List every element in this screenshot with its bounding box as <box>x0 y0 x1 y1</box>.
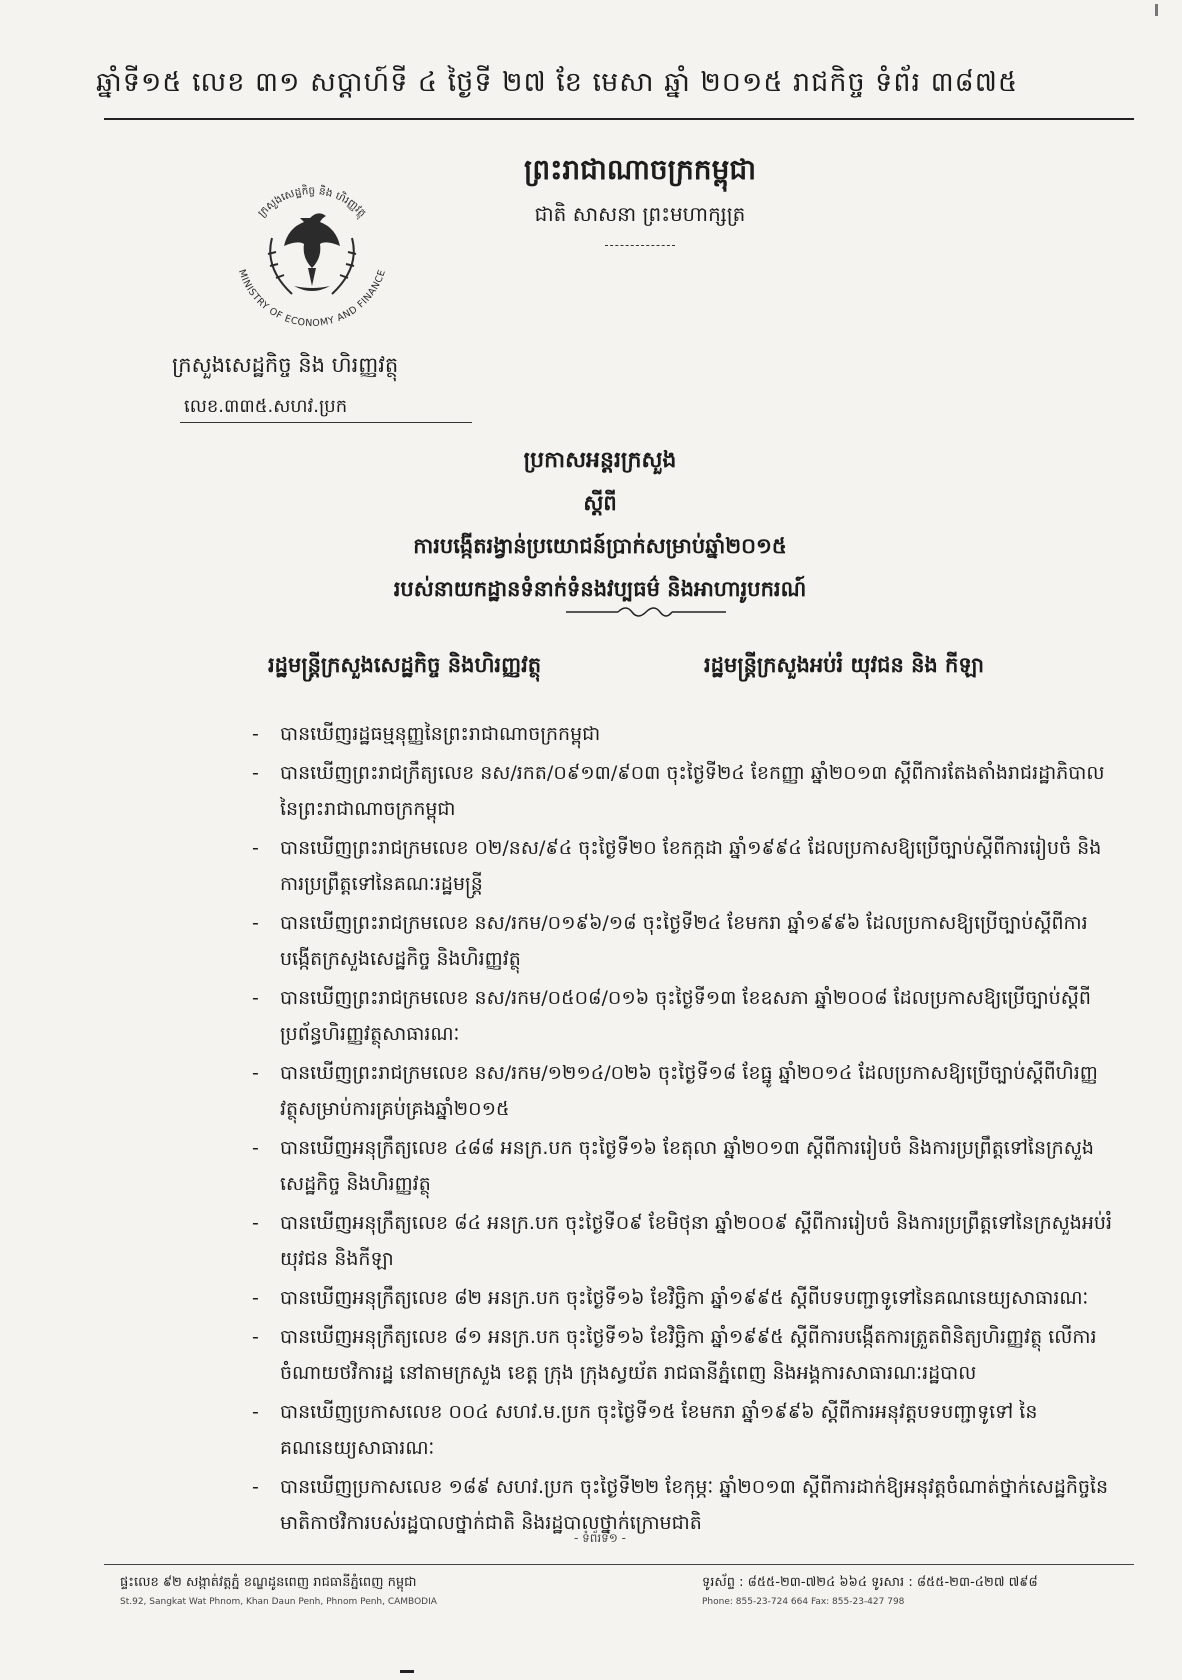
ornamental-divider <box>566 602 726 622</box>
header-rule <box>104 118 1134 120</box>
footer-address <box>120 1574 580 1607</box>
ministry-name: ក្រសួងសេដ្ឋកិច្ច និង ហិរញ្ញវត្ថុ <box>172 353 399 377</box>
bullet-dash: - <box>252 723 259 745</box>
bullet-dash: - <box>252 1401 259 1423</box>
recital-item <box>252 905 1112 977</box>
recital-text: បានឃើញប្រកាសលេខ ០០៤ សហវ.ម.ប្រក ចុះថ្ងៃទី១៥ ខែមករា ឆ្នាំ១៩៩៦ ស្តីពីការអនុវត្តបទបញ្ជាទូទៅ នៃគណនេយ្យសាធារណៈ <box>280 1401 1038 1459</box>
recital-item <box>252 1280 1112 1316</box>
seal-bird-emblem <box>284 213 340 291</box>
kingdom-motto: ជាតិ សាសនា ព្រះមហាក្សត្រ <box>534 202 746 226</box>
recital-item <box>252 716 1112 752</box>
recital-item <box>252 1205 1112 1277</box>
bullet-dash: - <box>252 1476 259 1498</box>
seal-english-text: MINISTRY OF ECONOMY AND FINANCE <box>235 268 389 330</box>
recital-item <box>252 1130 1112 1202</box>
recital-item <box>252 1319 1112 1391</box>
recital-item <box>252 830 1112 902</box>
prakas-title: ប្រកាសអន្តរក្រសួង <box>523 448 677 473</box>
bullet-dash: - <box>252 1287 259 1309</box>
svg-text:ក្រសួងសេដ្ឋកិច្ច និង ហិរញ្ញវត្ <box>256 184 369 221</box>
recitals-list <box>252 716 1112 1544</box>
issuing-ministers <box>268 652 1088 683</box>
recital-item <box>252 755 1112 827</box>
footer-rule <box>104 1564 1134 1565</box>
footer-contact <box>702 1574 1132 1607</box>
seal-khmer-text: ក្រសួងសេដ្ឋកិច្ច និង ហិរញ្ញវត្ថុ <box>255 184 369 220</box>
recital-text: បានឃើញព្រះរាជក្រឹត្យលេខ នស/រកត/០៩១៣/៩០៣ ចុះថ្ងៃទី២៤ ខែកញ្ញា ឆ្នាំ២០១៣ ស្តីពីការតែងតាំងរាជរដ្ឋាភិបាលនៃព្រះរាជាណាចក្រកម្ពុជា <box>280 762 1105 820</box>
bullet-dash: - <box>252 762 259 784</box>
minister-education-youth-sport: រដ្ឋមន្ត្រីក្រសួងអប់រំ យុវជន និង កីឡា <box>704 653 985 677</box>
kingdom-heading <box>470 152 810 246</box>
motto-divider <box>605 245 675 246</box>
prakas-about: ស្តីពី <box>583 491 617 515</box>
recital-text: បានឃើញប្រកាសលេខ ១៨៩ សហវ.ប្រក ចុះថ្ងៃទី២២ ខែកុម្ភៈ ឆ្នាំ២០១៣ ស្តីពីការដាក់ឱ្យអនុវត្តចំណាត់ថ្នាក់សេដ្ឋកិច្ចនៃមាតិកាថវិការបស់រដ្ឋបាលថ្នាក់ជាតិ និងរដ្ឋបាលថ្នាក់ក្រោមជាតិ <box>280 1476 1109 1534</box>
recital-text: បានឃើញអនុក្រឹត្យលេខ ៨២ អនក្រ.បក ចុះថ្ងៃទី១៦ ខែវិច្ឆិកា ឆ្នាំ១៩៩៥ ស្តីពីបទបញ្ជាទូទៅនៃគណនេយ្យសាធារណៈ <box>280 1287 1089 1309</box>
scan-bottom-mark <box>400 1670 414 1673</box>
recital-text: បានឃើញព្រះរាជក្រមលេខ នស/រកម/០៥០៨/០១៦ ចុះថ្ងៃទី១៣ ខែឧសភា ឆ្នាំ២០០៨ ដែលប្រកាសឱ្យប្រើច្បាប់ស្តីពីប្រព័ន្ធហិរញ្ញវត្ថុសាធារណៈ <box>280 987 1091 1045</box>
minister-economy-finance: រដ្ឋមន្ត្រីក្រសួងសេដ្ឋកិច្ច និងហិរញ្ញវត្ថុ <box>268 653 542 677</box>
recital-text: បានឃើញរដ្ឋធម្មនុញ្ញនៃព្រះរាជាណាចក្រកម្ពុជា <box>280 723 601 745</box>
footer-address-english: St.92, Sangkat Wat Phnom, Khan Daun Penh, Phnom Penh, CAMBODIA <box>120 1597 437 1607</box>
footer-phone-khmer: ទូរស័ព្ទ : ៨៥៥-២៣-៧២៤ ៦៦៤ ទូរសារ : ៨៥៥-២៣-៤២៧ ៧៩៨ <box>702 1575 1038 1590</box>
recital-text: បានឃើញព្រះរាជក្រមលេខ នស/រកម/១២១៤/០២៦ ចុះថ្ងៃទី១៨ ខែធ្នូ ឆ្នាំ២០១៤ ដែលប្រកាសឱ្យប្រើច្បាប់ស្តីពីហិរញ្ញវត្ថុសម្រាប់ការគ្រប់គ្រងឆ្នាំ២០១៥ <box>280 1062 1098 1120</box>
scan-corner-mark <box>1155 4 1158 16</box>
prakas-heading <box>300 446 900 607</box>
footer-phone-english: Phone: 855-23-724 664 Fax: 855-23-427 798 <box>702 1597 905 1607</box>
recital-item <box>252 1394 1112 1466</box>
recital-text: បានឃើញអនុក្រឹត្យលេខ ៤៨៨ អនក្រ.បក ចុះថ្ងៃទី១៦ ខែតុលា ឆ្នាំ២០១៣ ស្តីពីការរៀបចំ និងការប្រព្រឹត្តទៅនៃក្រសួងសេដ្ឋកិច្ច និងហិរញ្ញវត្ថុ <box>280 1137 1094 1195</box>
reference-underline <box>180 422 472 423</box>
bullet-dash: - <box>252 1326 259 1348</box>
footer-address-khmer: ផ្ទះលេខ ៩២ សង្កាត់វត្តភ្នំ ខណ្ឌដូនពេញ រាជធានីភ្នំពេញ កម្ពុជា <box>120 1575 417 1590</box>
bullet-dash: - <box>252 1212 259 1234</box>
kingdom-title: ព្រះរាជាណាចក្រកម្ពុជា <box>523 153 756 186</box>
prakas-subject-line-1: ការបង្កើតរង្វាន់ប្រយោជន៍ប្រាក់សម្រាប់ឆ្នាំ២០១៥ <box>413 534 787 558</box>
recital-item <box>252 1469 1112 1541</box>
recital-text: បានឃើញអនុក្រឹត្យលេខ ៨៤ អនក្រ.បក ចុះថ្ងៃទី០៩ ខែមិថុនា ឆ្នាំ២០០៩ ស្តីពីការរៀបចំ និងការប្រព្រឹត្តទៅនៃក្រសួងអប់រំ យុវជន និងកីឡា <box>280 1212 1112 1270</box>
ministry-seal <box>222 158 402 338</box>
bullet-dash: - <box>252 1062 259 1084</box>
recital-text: បានឃើញអនុក្រឹត្យលេខ ៨១ អនក្រ.បក ចុះថ្ងៃទី១៦ ខែវិច្ឆិកា ឆ្នាំ១៩៩៥ ស្តីពីការបង្កើតការត្រួតពិនិត្យហិរញ្ញវត្ថុ លើការចំណាយថវិការដ្ឋ នៅតាមក្រសួង ខេត្ត ក្រុង ក្រុងស្វយ័ត រាជធានីភ្នំពេញ និងអង្គការសាធារណៈរដ្ឋបាល <box>280 1326 1097 1384</box>
recital-text: បានឃើញព្រះរាជក្រមលេខ នស/រកម/០១៩៦/១៨ ចុះថ្ងៃទី២៤ ខែមករា ឆ្នាំ១៩៩៦ ដែលប្រកាសឱ្យប្រើច្បាប់ស្តីពីការបង្កើតក្រសួងសេដ្ឋកិច្ច និងហិរញ្ញវត្ថុ <box>280 912 1088 970</box>
reference-number: លេខ.៣៣៥.សហវ.ប្រក <box>184 396 348 417</box>
recital-text: បានឃើញព្រះរាជក្រមលេខ ០២/នស/៩៤ ចុះថ្ងៃទី២០ ខែកក្កដា ឆ្នាំ១៩៩៤ ដែលប្រកាសឱ្យប្រើច្បាប់ស្តីពីការរៀបចំ និងការប្រព្រឹត្តទៅនៃគណៈរដ្ឋមន្ត្រី <box>280 837 1102 895</box>
bullet-dash: - <box>252 837 259 859</box>
prakas-subject-line-2: របស់នាយកដ្ឋានទំនាក់ទំនងវប្បធម៌ និងអាហារូបករណ៍ <box>393 577 807 601</box>
recital-item <box>252 980 1112 1052</box>
bullet-dash: - <box>252 1137 259 1159</box>
recital-item <box>252 1055 1112 1127</box>
gazette-header: ឆ្នាំទី១៥ លេខ ៣១ សប្តាហ៍ទី ៤ ថ្ងៃទី ២៧ ខែ មេសា ឆ្នាំ ២០១៥ រាជកិច្ច ទំព័រ ៣៨៧៥ <box>96 67 1019 98</box>
bullet-dash: - <box>252 987 259 1009</box>
page-number: - ទំព័រទី១ - <box>573 1531 627 1545</box>
bullet-dash: - <box>252 912 259 934</box>
